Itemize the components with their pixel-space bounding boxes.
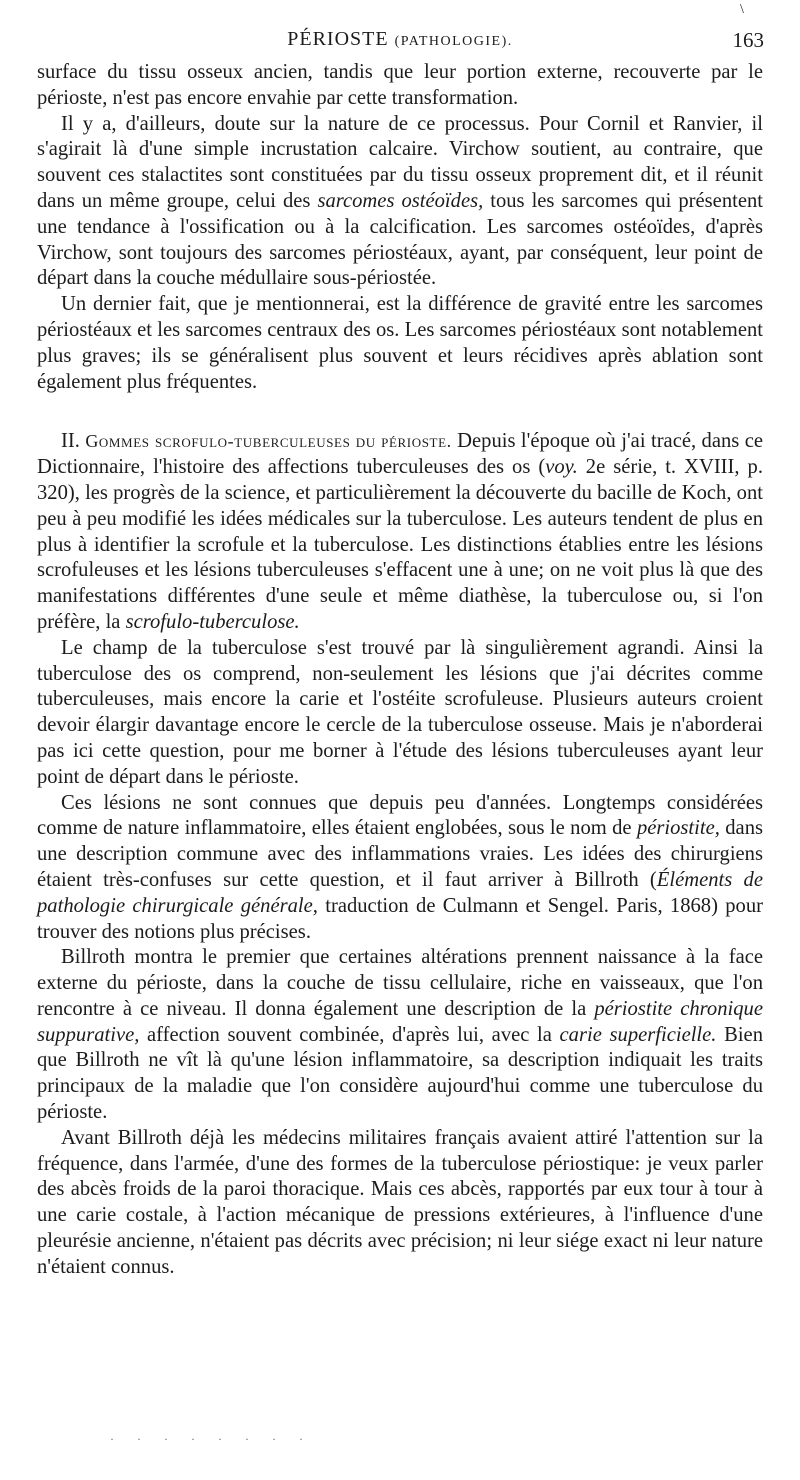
paragraph-text: Avant Billroth déjà les médecins militaires français avaient attiré l'attention sur la fréquence, dans l'armée, d'une des formes de la tuberculose périostique: je veux parler des abcès froids de la paroi thoracique. Mais ces abcès, rapportés par eux tour à tour à une carie costale, à l'action mécanique de pressions extérieures, à l'influence d'une pleurésie ancienne, n'étaient pas décrits avec précision; ni leur siége exact ni leur nature n'étaient connus. [37, 1126, 763, 1278]
paragraph-7 [37, 945, 763, 1126]
page-header [36, 12, 764, 52]
running-title-sub: (PATHOLOGIE). [394, 34, 513, 49]
running-title [36, 28, 764, 51]
italic-term: sarcomes ostéoïdes, [317, 189, 484, 212]
section-ii-paragraph [37, 429, 763, 635]
paragraph-8 [37, 1126, 763, 1281]
italic-term: voy. [545, 456, 578, 479]
body-text [37, 60, 763, 1281]
italic-term: périostite, [636, 817, 720, 840]
paragraph-text: Il y a, d'ailleurs, doute sur la nature de ce processus. Pour Cornil et Ranvier, il s'agirait là d'une simple incrustation calcaire. Virchow soutient, au contraire, que souvent ces stalactites sont constituées par du tissu osseux proprement dit, et il réunit dans un même groupe, celui des [37, 112, 763, 212]
paragraph-3 [37, 292, 763, 395]
paragraph-text: Billroth montra le premier que certaines altérations prennent naissance à la face externe du périoste, dans la couche de tissu cellulaire, riche en vaisseaux, que l'on rencontre à ce niveau. Il donna également une description de la [37, 946, 763, 1020]
paragraph-text: Le champ de la tuberculose s'est trouvé par là singulièrement agrandi. Ainsi la tuberculose des os comprend, non-seulement les lésions que j'ai décrites comme tuberculeuses, mais encore la carie et l'ostéite scrofuleuse. Plusieurs auteurs croient devoir élargir davantage encore le cercle de la tuberculose osseuse. Mais je n'aborderai pas ici cette question, pour me borner à l'étude des lésions tuberculeuses ayant leur point de départ dans le périoste. [37, 636, 763, 788]
paragraph-text: Depuis l'époque où j'ai tracé, dans ce Dictionnaire, l'histoire des affections tuberculeuses des os ( [37, 430, 763, 479]
paragraph-text: surface du tissu osseux ancien, tandis que leur portion externe, recouverte par le périoste, n'est pas encore envahie par cette transformation. [37, 61, 763, 109]
paragraph-5 [37, 636, 763, 791]
paragraph-text: 2e série, t. XVIII, p. 320), les progrès de la science, et particulièrement la découverte du bacille de Koch, ont peu à peu modifié les idées médicales sur la tuberculose. Les auteurs tendent de plus en plus à identifier la scrofule et la tuberculose. Les distinctions établies entre les lésions scrofuleuses et les lésions tuberculeuses s'effacent une à une; on ne voit plus là que des manifestations différentes d'une seule et même diathèse, la tuberculose ou, si l'on préfère, la [37, 456, 763, 633]
italic-term: carie superficielle. [559, 1023, 717, 1046]
paragraph-text: tous les sarcomes qui présentent une tendance à l'ossification ou à la calcification. Les sarcomes ostéoïdes, d'après Virchow, sont toujours des sarcomes périostéaux, ayant, par conséquent, leur point de départ dans la couche médullaire sous-périostée. [37, 189, 763, 290]
section-heading: Gommes scrofulo-tuberculeuses du périoste. [85, 431, 452, 452]
section-numeral: II. [61, 430, 80, 453]
paragraph-2 [37, 112, 763, 293]
paragraph-text: affection souvent combinée, d'après lui, avec la [139, 1023, 560, 1046]
corner-mark: \ [740, 2, 744, 17]
paragraph-6 [37, 791, 763, 946]
paragraph-text: traduction de Culmann et Sengel. Paris, 1868) pour trouver des notions plus précises. [37, 894, 763, 943]
italic-term: scrofulo-tuberculose. [125, 610, 300, 633]
running-title-main: PÉRIOSTE [287, 28, 389, 50]
paragraph-text: dans une description commune avec des inflammations vraies. Les idées des chirurgiens étaient très-confuses sur cette question, et il faut arriver à Billroth ( [37, 817, 763, 891]
paragraph-1 [37, 60, 763, 112]
paragraph-text: Bien que Billroth ne vît là qu'une lésion inflammatoire, sa description indiquait les traits principaux de la maladie que l'on considère aujourd'hui comme une tuberculose du périoste. [37, 1023, 763, 1124]
italic-term: périostite chronique suppurative, [37, 997, 763, 1046]
paragraph-text: Un dernier fait, que je mentionnerai, est la différence de gravité entre les sarcomes périostéaux et les sarcomes centraux des os. Les sarcomes périostéaux sont notablement plus graves; ils se généralisent plus souvent et leurs récidives après ablation sont également plus fréquentes. [37, 293, 763, 393]
paragraph-text: Ces lésions ne sont connues que depuis peu d'années. Longtemps considérées comme de nature inflammatoire, elles étaient englobées, sous le nom de [37, 791, 763, 840]
page-bottom-specks: · · · · · · · · [110, 1432, 313, 1446]
italic-term: Éléments de pathologie chirurgicale générale, [37, 868, 763, 917]
page-number: 163 [732, 28, 764, 52]
